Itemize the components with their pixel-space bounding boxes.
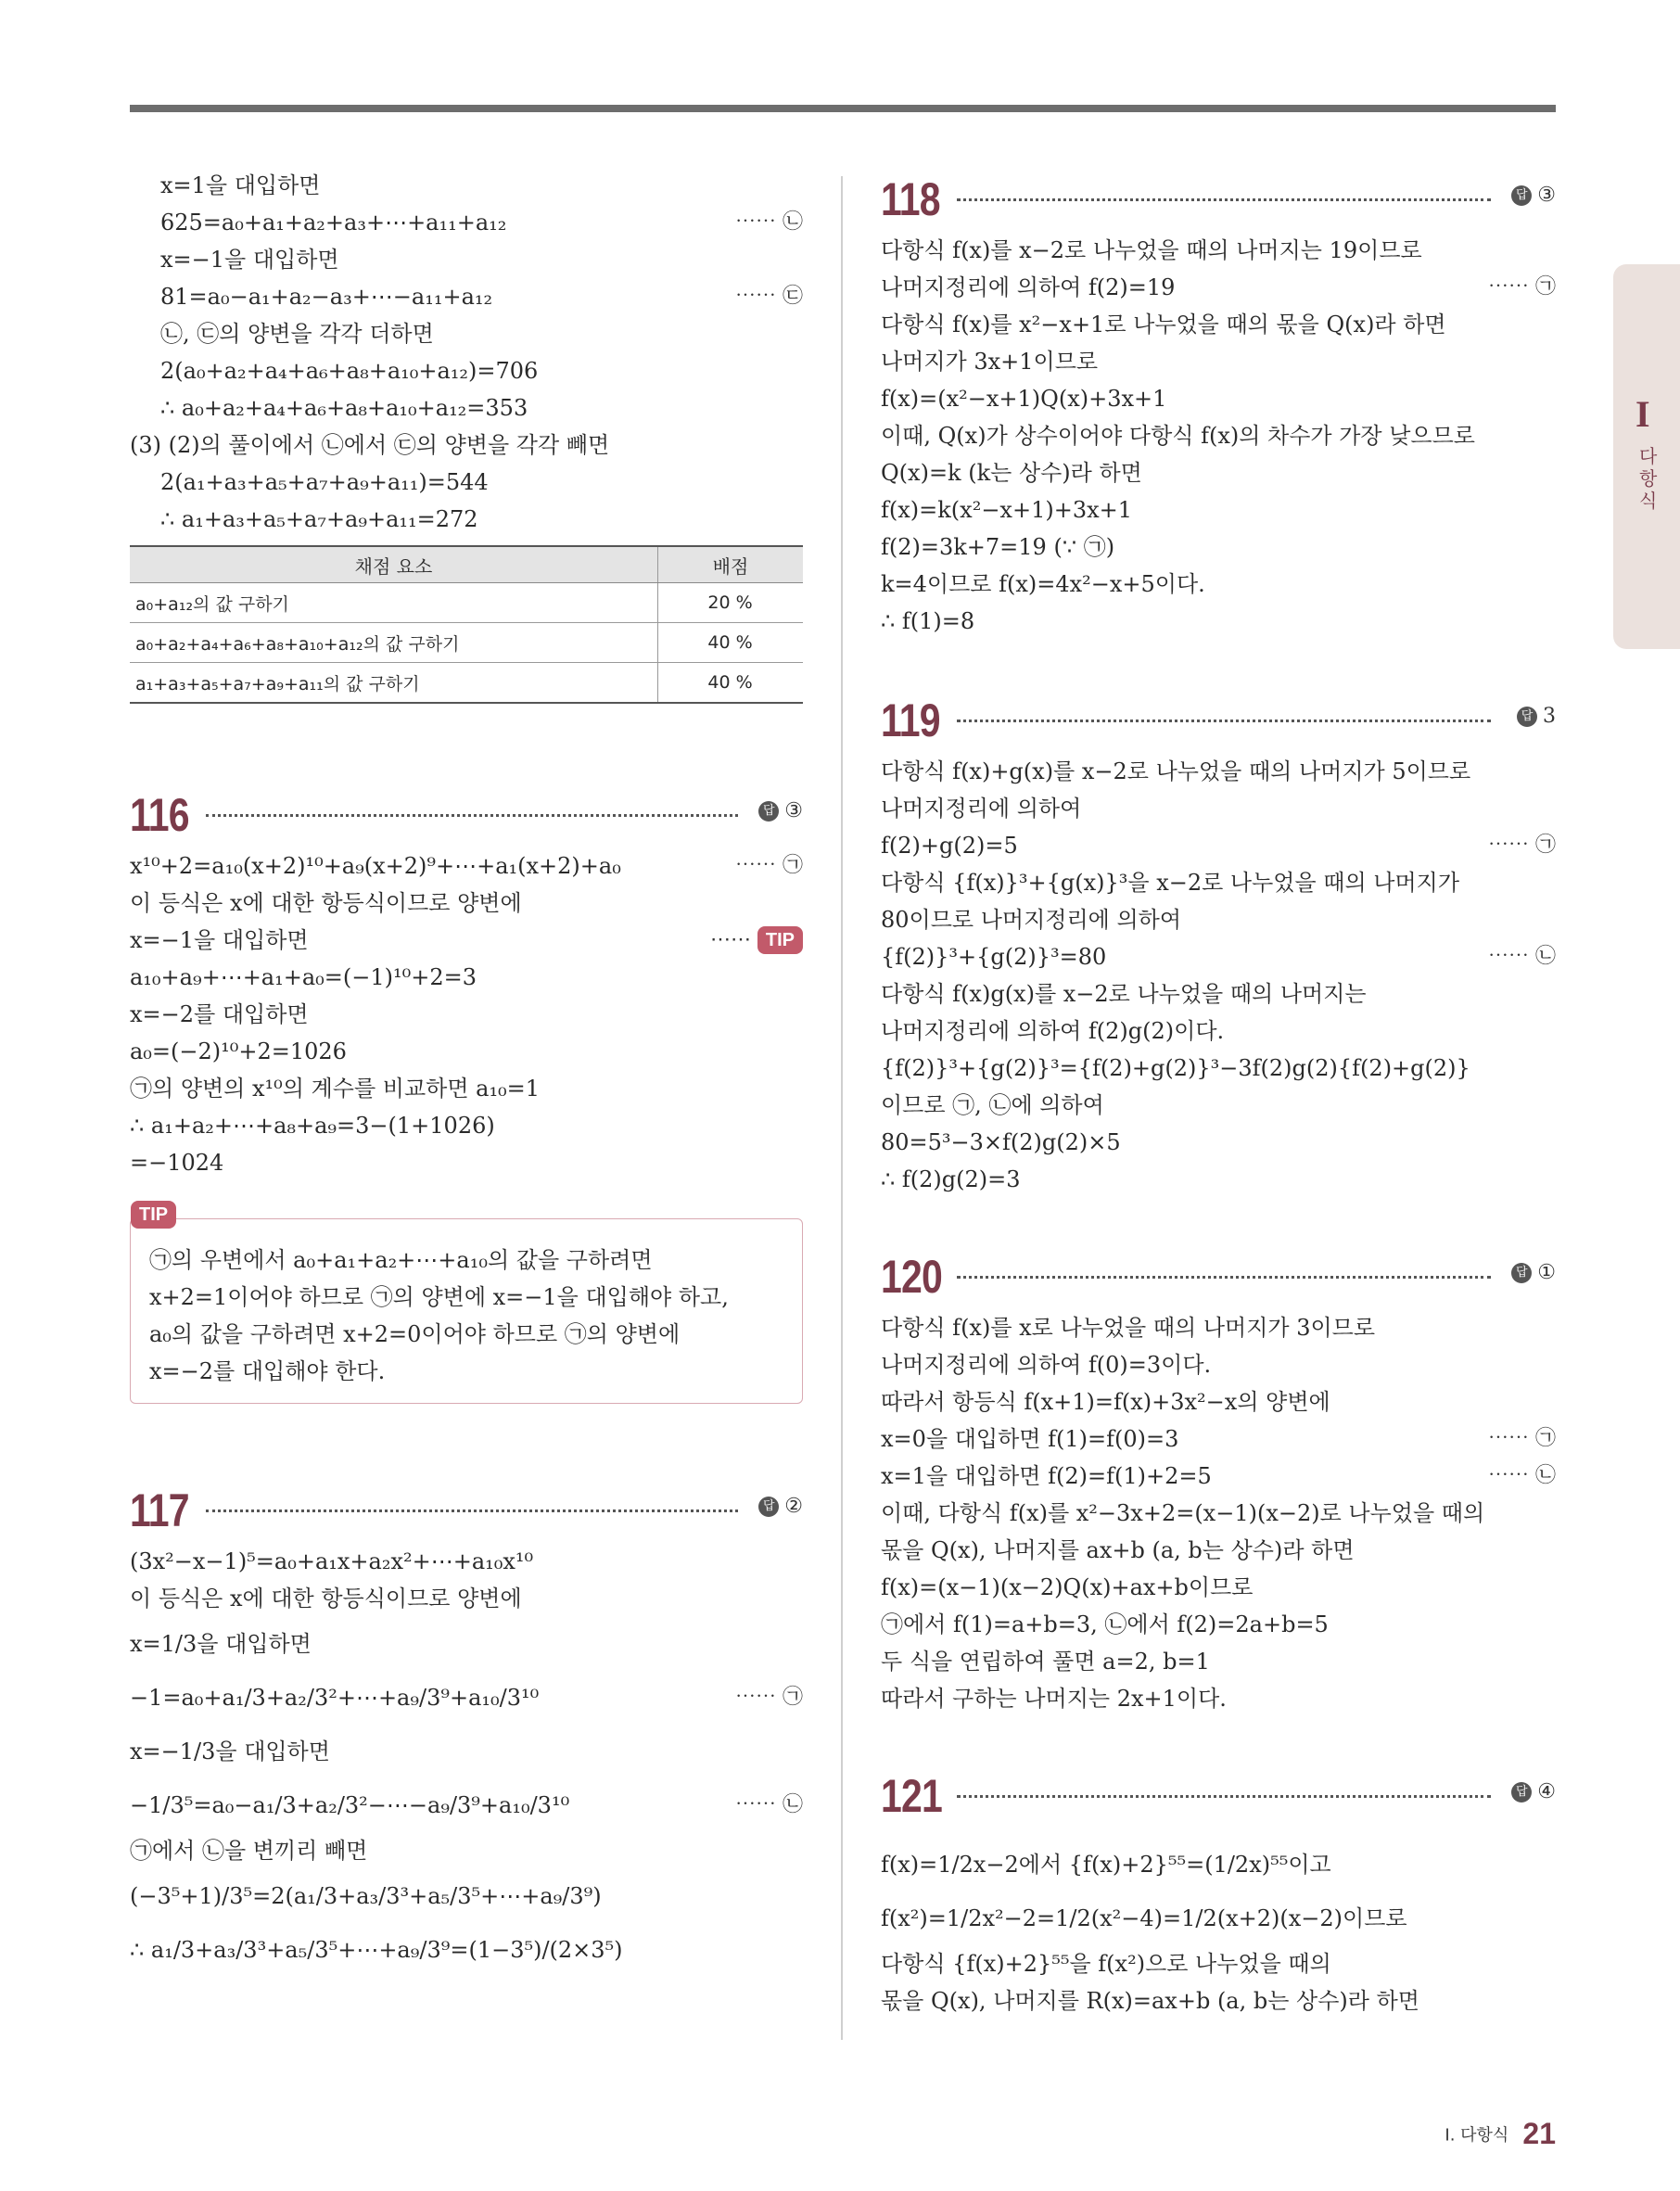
solution-line (881, 566, 1556, 603)
solution-line (130, 1617, 803, 1671)
line-text: =−1024 (130, 1150, 224, 1176)
line-text: a₁₀+a₉+⋯+a₁+a₀=(−1)¹⁰+2=3 (130, 964, 477, 990)
line-text: ㉡, ㉢의 양변을 각각 더하면 (160, 321, 434, 347)
solution-line (130, 1869, 803, 1923)
continued-solution-2 (130, 464, 803, 538)
solution-line (881, 1458, 1556, 1495)
line-text: x=1을 대입하면 (160, 172, 321, 198)
solution-lines (881, 1838, 1556, 2019)
column-divider (841, 176, 843, 2040)
solution-line (881, 1532, 1556, 1569)
answer-badge-icon: 답 (758, 1497, 779, 1517)
solution-line (881, 1161, 1556, 1198)
solution-line (881, 753, 1556, 790)
solution-line (130, 1671, 803, 1725)
line-text: f(x²)=1/2x²−2=1/2(x²−4)=1/2(x+2)(x−2)이므로 (881, 1905, 1407, 1931)
problem-header (881, 1762, 1556, 1828)
line-text: 다항식 f(x)를 x−2로 나누었을 때의 나머지는 19이므로 (881, 237, 1422, 263)
line-text: ∴ a₀+a₂+a₄+a₆+a₈+a₁₀+a₁₂=353 (160, 395, 528, 421)
chapter-title: 다항식 (1639, 445, 1658, 512)
line-text: 이 등식은 x에 대한 항등식이므로 양변에 (130, 890, 522, 916)
problem-header (881, 1242, 1556, 1309)
line-text: f(x)=1/2x−2에서 {f(x)+2}⁵⁵=(1/2x)⁵⁵이고 (881, 1852, 1331, 1878)
line-text: 따라서 항등식 f(x+1)=f(x)+3x²−x의 양변에 (881, 1389, 1330, 1415)
answer-value: ① (1537, 1261, 1556, 1284)
solution-line (130, 501, 803, 538)
equation-marker: ⋯⋯ ㉠ (1488, 834, 1556, 857)
line-text: 따라서 구하는 나머지는 2x+1이다. (881, 1686, 1227, 1712)
scoring-points: 20 % (658, 583, 804, 623)
solution-line (881, 1050, 1556, 1087)
equation-marker: ⋯⋯ (710, 928, 751, 951)
left-column (130, 167, 803, 704)
solution-line (130, 167, 803, 204)
line-text: 80=5³−3×f(2)g(2)×5 (881, 1129, 1121, 1155)
line-text: 나머지정리에 의하여 (881, 796, 1082, 822)
dotted-leader (957, 720, 1491, 722)
answer (1511, 1780, 1556, 1803)
line-text: 이때, 다항식 f(x)를 x²−3x+2=(x−1)(x−2)로 나누었을 때의 (881, 1500, 1485, 1526)
line-text: x=−1/3을 대입하면 (130, 1739, 330, 1764)
line-text: 다항식 {f(x)}³+{g(x)}³을 x−2로 나누었을 때의 나머지가 (881, 870, 1460, 896)
tip-label: TIP (131, 1201, 176, 1229)
solution-lines (130, 847, 803, 1181)
line-text: ㉠에서 ㉡을 변끼리 빼면 (130, 1838, 368, 1864)
solution-line (130, 1070, 803, 1107)
solution-line (881, 529, 1556, 566)
line-text: f(2)=3k+7=19 (∵ ㉠) (881, 534, 1115, 560)
solution-line (130, 1832, 803, 1869)
solution-line (881, 790, 1556, 827)
dotted-leader (206, 814, 738, 817)
solution-line (881, 1420, 1556, 1458)
line-text: ∴ a₁/3+a₃/3³+a₅/3⁵+⋯+a₉/3⁹=(1−3⁵)/(2×3⁵) (130, 1937, 623, 1963)
dotted-leader (206, 1509, 738, 1512)
problem-header (881, 165, 1556, 232)
problem-header (130, 781, 803, 847)
solution-line (881, 417, 1556, 454)
scoring-points: 40 % (658, 663, 804, 704)
line-text: −1/3⁵=a₀−a₁/3+a₂/3²−⋯−a₉/3⁹+a₁₀/3¹⁰ (130, 1792, 570, 1818)
solution-line (130, 1543, 803, 1580)
answer (1511, 184, 1556, 207)
answer-value: ③ (784, 799, 803, 822)
solution-line (881, 603, 1556, 640)
page-number: 21 (1522, 2117, 1556, 2150)
problem-header (881, 686, 1556, 753)
continued-solution (130, 167, 803, 427)
problem-117 (130, 1476, 803, 1977)
line-text: ㉠의 양변의 x¹⁰의 계수를 비교하면 a₁₀=1 (130, 1076, 541, 1102)
answer-badge-icon: 답 (758, 801, 779, 822)
solution-line (881, 380, 1556, 417)
solution-line (881, 975, 1556, 1013)
line-text: 2(a₀+a₂+a₄+a₆+a₈+a₁₀+a₁₂)=706 (160, 358, 539, 384)
scoring-header-criteria: 채점 요소 (130, 546, 658, 583)
scoring-header-points: 배점 (658, 546, 804, 583)
solution-line (881, 1838, 1556, 1892)
solution-line (881, 1124, 1556, 1161)
line-text: f(x)=(x²−x+1)Q(x)+3x+1 (881, 386, 1167, 412)
line-text: 몫을 Q(x), 나머지를 ax+b (a, b는 상수)라 하면 (881, 1537, 1355, 1563)
line-text: x=−1을 대입하면 (130, 927, 309, 953)
answer-value: ③ (1537, 184, 1556, 207)
part3-heading: (3) (2)의 풀이에서 ㉡에서 ㉢의 양변을 각각 빼면 (130, 432, 610, 458)
equation-marker: ⋯⋯ ㉡ (1488, 1464, 1556, 1487)
solution-line (881, 1495, 1556, 1532)
line-text: 80이므로 나머지정리에 의하여 (881, 907, 1182, 933)
line-text: 몫을 Q(x), 나머지를 R(x)=ax+b (a, b는 상수)라 하면 (881, 1988, 1419, 2014)
solution-line (130, 204, 803, 241)
line-text: ∴ a₁+a₂+⋯+a₈+a₉=3−(1+1026) (130, 1113, 495, 1139)
solution-lines (881, 1309, 1556, 1717)
line-text: (3x²−x−1)⁵=a₀+a₁x+a₂x²+⋯+a₁₀x¹⁰ (130, 1548, 534, 1574)
solution-line (130, 1778, 803, 1832)
equation-marker: ⋯⋯ ㉠ (735, 1686, 803, 1709)
solution-line (881, 1680, 1556, 1717)
line-text: x¹⁰+2=a₁₀(x+2)¹⁰+a₉(x+2)⁹+⋯+a₁(x+2)+a₀ (130, 853, 621, 879)
solution-line (881, 864, 1556, 901)
dotted-leader (957, 198, 1491, 201)
equation-marker: ⋯⋯ ㉡ (735, 1793, 803, 1816)
problem-number: 118 (881, 173, 940, 225)
line-text: −1=a₀+a₁/3+a₂/3²+⋯+a₉/3⁹+a₁₀/3¹⁰ (130, 1685, 540, 1711)
solution-line (130, 1144, 803, 1181)
solution-line (130, 1725, 803, 1778)
solution-lines (130, 1543, 803, 1977)
answer (758, 1495, 803, 1518)
tip-content (149, 1242, 783, 1390)
solution-lines (881, 753, 1556, 1198)
chapter-roman-numeral: I (1635, 393, 1650, 435)
answer (1517, 705, 1556, 728)
line-text: 나머지정리에 의하여 f(2)g(2)이다. (881, 1018, 1225, 1044)
solution-line (130, 1580, 803, 1617)
problem-number: 117 (130, 1484, 189, 1536)
dotted-leader (957, 1276, 1491, 1279)
line-text: ∴ f(1)=8 (881, 608, 975, 634)
line-text: x=1/3을 대입하면 (130, 1631, 312, 1657)
solution-line (881, 827, 1556, 864)
line-text: f(x)=k(x²−x+1)+3x+1 (881, 497, 1132, 523)
solution-line (130, 241, 803, 278)
line-text: ∴ f(2)g(2)=3 (881, 1166, 1021, 1192)
tip-marker-badge: TIP (757, 926, 803, 954)
line-text: 2(a₁+a₃+a₅+a₇+a₉+a₁₁)=544 (160, 469, 489, 495)
equation-marker: ⋯⋯ ㉠ (735, 854, 803, 877)
problem-number: 120 (881, 1251, 942, 1303)
dotted-leader (957, 1795, 1491, 1798)
line-text: x=−2를 대입하면 (130, 1001, 309, 1027)
line-text: 다항식 f(x)를 x²−x+1로 나누었을 때의 몫을 Q(x)라 하면 (881, 312, 1446, 338)
tip-line: a₀의 값을 구하려면 x+2=0이어야 하므로 ㉠의 양변에 (149, 1321, 681, 1347)
solution-line (130, 278, 803, 315)
footer-section: I. 다항식 (1445, 2125, 1509, 2146)
scoring-table (130, 545, 803, 704)
solution-line (130, 352, 803, 389)
solution-line (881, 454, 1556, 491)
line-text: x=−1을 대입하면 (160, 247, 339, 273)
problem-number: 119 (881, 694, 940, 746)
equation-marker: ⋯⋯ ㉢ (735, 285, 803, 308)
line-text: {f(2)}³+{g(2)}³=80 (881, 944, 1107, 970)
scoring-points: 40 % (658, 623, 804, 663)
line-text: 다항식 f(x)+g(x)를 x−2로 나누었을 때의 나머지가 5이므로 (881, 758, 1471, 784)
solution-line (881, 306, 1556, 343)
solution-line (881, 1892, 1556, 1945)
equation-marker: ⋯⋯ ㉠ (1488, 275, 1556, 299)
equation-marker: ⋯⋯ ㉡ (1488, 945, 1556, 968)
solution-lines (881, 232, 1556, 640)
solution-line (881, 1309, 1556, 1346)
answer-value: 3 (1543, 705, 1556, 728)
solution-line (881, 1013, 1556, 1050)
line-text: k=4이므로 f(x)=4x²−x+5이다. (881, 571, 1205, 597)
scoring-criteria: a₁+a₃+a₅+a₇+a₉+a₁₁의 값 구하기 (130, 663, 658, 704)
solution-line (881, 491, 1556, 529)
line-text: {f(2)}³+{g(2)}³={f(2)+g(2)}³−3f(2)g(2){f(2)+g(2)} (881, 1055, 1470, 1081)
solution-line (130, 389, 803, 427)
line-text: 이때, Q(x)가 상수이어야 다항식 f(x)의 차수가 가장 낮으므로 (881, 423, 1475, 449)
line-text: 다항식 f(x)를 x로 나누었을 때의 나머지가 3이므로 (881, 1315, 1376, 1341)
line-text: 나머지가 3x+1이므로 (881, 349, 1099, 375)
scoring-criteria: a₀+a₂+a₄+a₆+a₈+a₁₀+a₁₂의 값 구하기 (130, 623, 658, 663)
solution-line (881, 1982, 1556, 2019)
equation-marker: ⋯⋯ ㉡ (735, 210, 803, 234)
tip-line: x=−2를 대입해야 한다. (149, 1358, 386, 1384)
line-text: 나머지정리에 의하여 f(2)=19 (881, 274, 1176, 300)
line-text: 나머지정리에 의하여 f(0)=3이다. (881, 1352, 1212, 1378)
scoring-criteria: a₀+a₁₂의 값 구하기 (130, 583, 658, 623)
solution-line (881, 1383, 1556, 1420)
tip-box (130, 1204, 803, 1404)
solution-line (130, 1033, 803, 1070)
table-row (130, 623, 803, 663)
solution-line (881, 1569, 1556, 1606)
answer (1511, 1261, 1556, 1284)
line-text: a₀=(−2)¹⁰+2=1026 (130, 1038, 347, 1064)
solution-line (881, 343, 1556, 380)
line-text: 다항식 f(x)g(x)를 x−2로 나누었을 때의 나머지는 (881, 981, 1367, 1007)
answer-value: ② (784, 1495, 803, 1518)
solution-line (881, 938, 1556, 975)
problem-118 (881, 165, 1556, 640)
problem-121 (881, 1762, 1556, 2019)
solution-line (881, 232, 1556, 269)
solution-line (881, 1643, 1556, 1680)
line-text: x=1을 대입하면 f(2)=f(1)+2=5 (881, 1463, 1212, 1489)
answer (758, 799, 803, 822)
line-text: 625=a₀+a₁+a₂+a₃+⋯+a₁₁+a₁₂ (160, 210, 507, 236)
line-text: ∴ a₁+a₃+a₅+a₇+a₉+a₁₁=272 (160, 506, 478, 532)
line-text: f(x)=(x−1)(x−2)Q(x)+ax+b이므로 (881, 1574, 1254, 1600)
page-footer (1445, 2117, 1556, 2151)
solution-line (130, 464, 803, 501)
chapter-side-tab[interactable] (1613, 264, 1680, 649)
line-text: 두 식을 연립하여 풀면 a=2, b=1 (881, 1649, 1210, 1675)
problem-number: 121 (881, 1770, 942, 1822)
solution-line (881, 901, 1556, 938)
line-text: Q(x)=k (k는 상수)라 하면 (881, 460, 1142, 486)
solution-line (881, 269, 1556, 306)
answer-badge-icon: 답 (1511, 1782, 1532, 1802)
problem-number: 116 (130, 789, 189, 841)
problem-header (130, 1476, 803, 1543)
answer-badge-icon: 답 (1517, 707, 1537, 727)
answer-badge-icon: 답 (1511, 185, 1532, 206)
equation-marker: ⋯⋯ ㉠ (1488, 1427, 1556, 1450)
problem-119 (881, 686, 1556, 1198)
answer-badge-icon: 답 (1511, 1263, 1532, 1283)
line-text: 이 등식은 x에 대한 항등식이므로 양변에 (130, 1586, 522, 1611)
answer-value: ④ (1537, 1780, 1556, 1803)
solution-line (881, 1945, 1556, 1982)
problem-116 (130, 781, 803, 1404)
solution-line (130, 1107, 803, 1144)
line-text: 다항식 {f(x)+2}⁵⁵을 f(x²)으로 나누었을 때의 (881, 1951, 1331, 1977)
solution-line (881, 1087, 1556, 1124)
solution-line (881, 1606, 1556, 1643)
line-text: f(2)+g(2)=5 (881, 833, 1018, 859)
table-row (130, 583, 803, 623)
solution-line (881, 1346, 1556, 1383)
problem-120 (881, 1242, 1556, 1717)
solution-line (130, 959, 803, 996)
solution-line (130, 315, 803, 352)
solution-line (130, 996, 803, 1033)
line-text: x=0을 대입하면 f(1)=f(0)=3 (881, 1426, 1179, 1452)
solution-line (130, 847, 803, 885)
line-text: 이므로 ㉠, ㉡에 의하여 (881, 1092, 1104, 1118)
tip-line: x+2=1이어야 하므로 ㉠의 양변에 x=−1을 대입해야 하고, (149, 1284, 729, 1310)
top-rule (130, 105, 1556, 112)
solution-line (130, 885, 803, 922)
solution-line (130, 922, 803, 959)
line-text: ㉠에서 f(1)=a+b=3, ㉡에서 f(2)=2a+b=5 (881, 1611, 1329, 1637)
tip-line: ㉠의 우변에서 a₀+a₁+a₂+⋯+a₁₀의 값을 구하려면 (149, 1247, 653, 1273)
solution-line (130, 1923, 803, 1977)
line-text: (−3⁵+1)/3⁵=2(a₁/3+a₃/3³+a₅/3⁵+⋯+a₉/3⁹) (130, 1883, 602, 1909)
line-text: 81=a₀−a₁+a₂−a₃+⋯−a₁₁+a₁₂ (160, 284, 493, 310)
table-row (130, 663, 803, 704)
